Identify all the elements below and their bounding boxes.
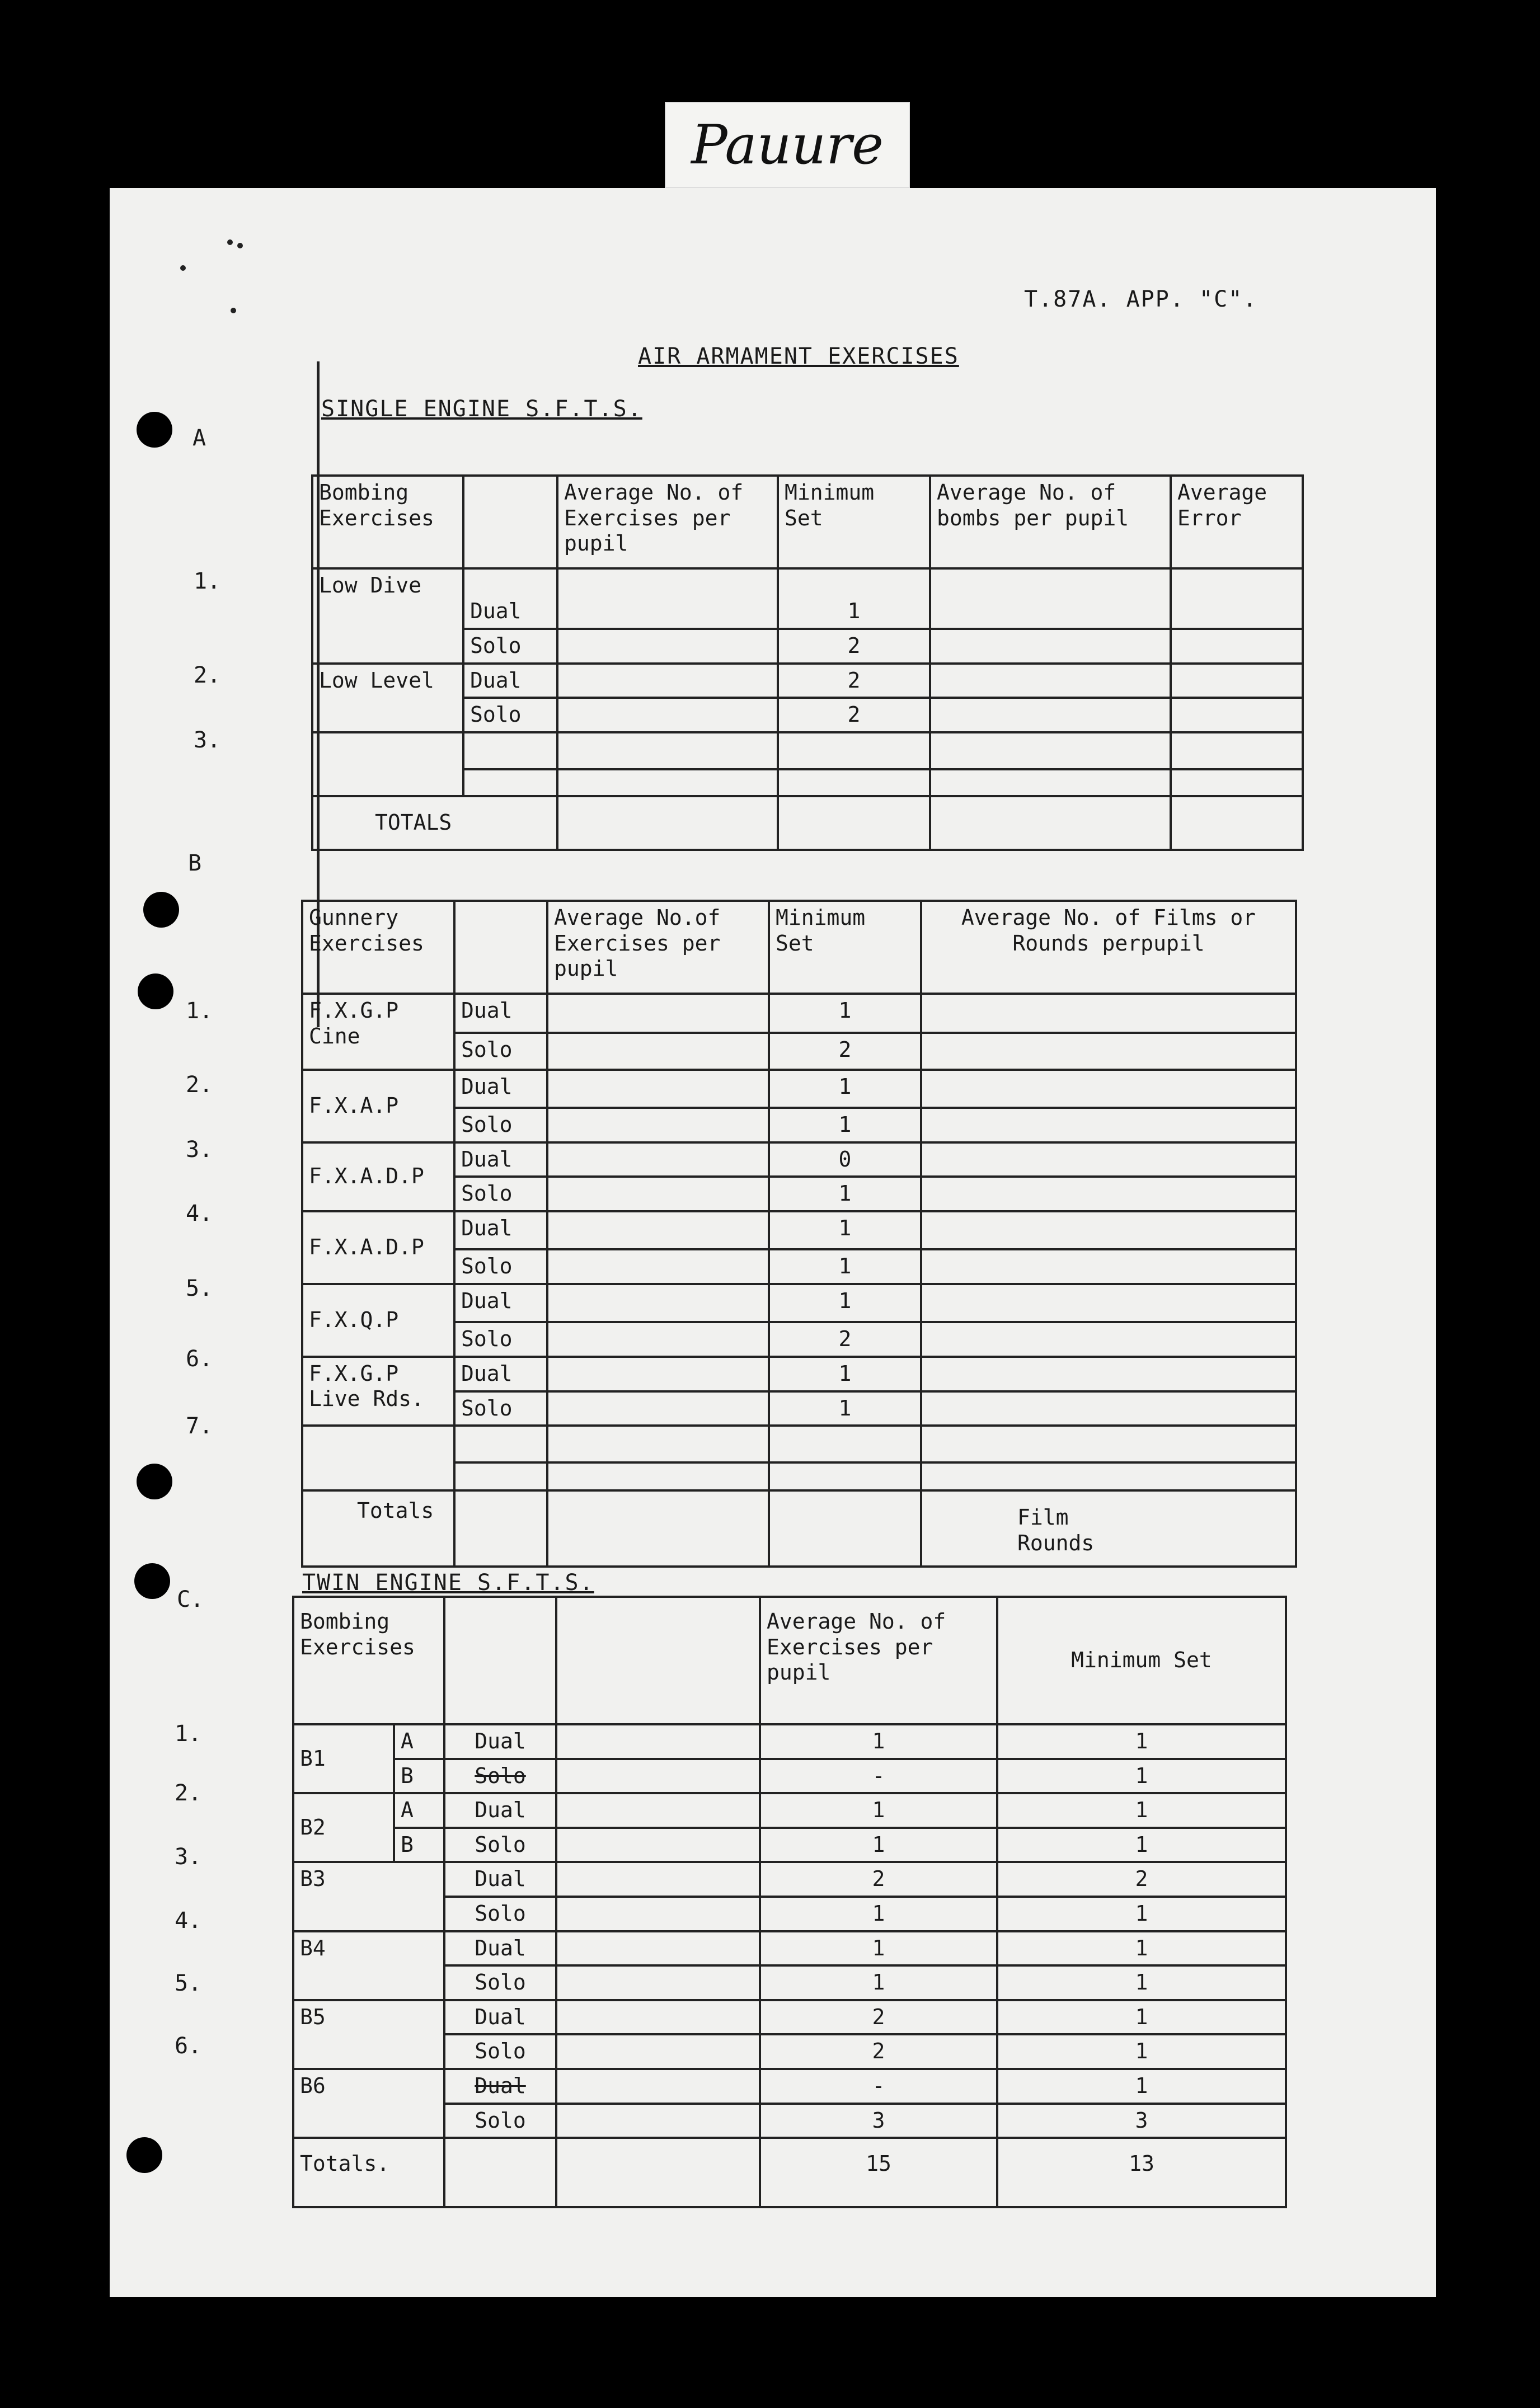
table-row: [293, 1828, 1286, 1863]
average-cell: 1: [760, 1828, 997, 1863]
row-number: 3.: [194, 727, 221, 753]
table-row: [312, 732, 1303, 769]
row-number: 4.: [175, 1908, 202, 1934]
average-cell: 1: [760, 1724, 997, 1759]
gunnery-exercises-table: [301, 900, 1297, 1568]
table-row: [302, 1142, 1296, 1177]
sub-label: B: [394, 1828, 444, 1863]
table-row: [302, 1426, 1296, 1462]
exercise-name: F.X.G.P Cine: [302, 994, 454, 1070]
mode-cell: Solo: [444, 1897, 556, 1931]
document-page: [110, 188, 1436, 2297]
column-header: Average No.of Exercises per pupil: [547, 901, 769, 994]
tag-label: Pauure: [691, 114, 884, 176]
totals-label: Totals: [302, 1490, 454, 1567]
minimum-set-cell: 1: [769, 1177, 921, 1211]
table-row: [293, 1759, 1286, 1794]
section-b-marker: B: [188, 850, 202, 876]
totals-row: [293, 2138, 1286, 2207]
table-header-row: [302, 901, 1296, 994]
single-engine-bombing-table: [311, 474, 1304, 851]
mode-cell: Solo: [444, 1828, 556, 1863]
minimum-set-cell: 1: [997, 1965, 1286, 2000]
mode-cell: Dual: [444, 1724, 556, 1759]
average-cell: -: [760, 2069, 997, 2104]
table-row: [293, 2000, 1286, 2035]
average-cell: 3: [760, 2104, 997, 2138]
row-number: 1.: [175, 1721, 202, 1747]
table-header-row: [312, 476, 1303, 568]
exercise-name: B6: [293, 2069, 444, 2138]
totals-row: [312, 796, 1303, 850]
exercise-name: B2: [293, 1793, 394, 1862]
table-row: [312, 568, 1303, 629]
column-header: Average No. of Exercises per pupil: [557, 476, 778, 568]
exercise-name: [312, 732, 463, 796]
mode-cell: Solo: [454, 1322, 547, 1357]
average-cell: 2: [760, 2034, 997, 2069]
section-c-marker: C.: [177, 1587, 204, 1612]
average-cell: 1: [760, 1931, 997, 1966]
table-row: [312, 664, 1303, 698]
exercise-name: F.X.Q.P: [302, 1284, 454, 1357]
row-number: 6.: [186, 1346, 213, 1372]
average-cell: 1: [760, 1897, 997, 1931]
twin-engine-bombing-table: [292, 1596, 1287, 2208]
mode-cell: Solo: [463, 629, 557, 664]
column-header: Minimum Set: [769, 901, 921, 994]
mode-cell: Solo: [444, 1965, 556, 2000]
mode-cell: Solo: [454, 1249, 547, 1284]
minimum-set-cell: 1: [997, 2034, 1286, 2069]
minimum-set-cell: 1: [997, 1759, 1286, 1794]
average-cell: 2: [760, 1862, 997, 1897]
document-reference: T.87A. APP. "C".: [1024, 286, 1258, 312]
minimum-set-cell: 2: [778, 698, 930, 732]
column-header: [463, 476, 557, 568]
mode-cell: Solo: [444, 2104, 556, 2138]
column-header: Minimum Set: [778, 476, 930, 568]
minimum-set-cell: 1: [769, 994, 921, 1033]
table-row: [302, 994, 1296, 1033]
row-number: 5.: [175, 1970, 202, 1996]
exercise-name: Low Level: [312, 664, 463, 732]
exercise-name: B1: [293, 1724, 394, 1793]
table-row: [293, 1931, 1286, 1966]
mode-cell-struck: Dual: [444, 2069, 556, 2104]
column-header: Average No. of Films or Rounds perpupil: [921, 901, 1296, 994]
exercise-name: Low Dive: [312, 568, 463, 664]
minimum-set-cell: 0: [769, 1142, 921, 1177]
average-cell: 1: [760, 1965, 997, 2000]
binder-hole: [126, 2137, 162, 2173]
minimum-set-cell: 1: [997, 1793, 1286, 1828]
table-row: [302, 1211, 1296, 1249]
minimum-set-cell: 2: [778, 664, 930, 698]
minimum-set-cell: 1: [778, 568, 930, 629]
exercise-name: F.X.A.P: [302, 1070, 454, 1142]
binder-hole: [134, 1563, 170, 1599]
table-row: [302, 1284, 1296, 1322]
binder-hole: [137, 412, 172, 448]
minimum-set-cell: 2: [769, 1322, 921, 1357]
exercise-name: [302, 1426, 454, 1490]
mode-cell: Dual: [444, 1793, 556, 1828]
row-number: 3.: [175, 1844, 202, 1870]
mode-cell: Dual: [454, 1211, 547, 1249]
mode-cell: Dual: [454, 1284, 547, 1322]
section-c-heading: TWIN ENGINE S.F.T.S.: [302, 1570, 594, 1596]
mode-cell: Solo: [454, 1391, 547, 1426]
column-header: Bombing Exercises: [312, 476, 463, 568]
mode-cell: Solo: [463, 698, 557, 732]
minimum-set-cell: 1: [997, 2000, 1286, 2035]
minimum-set-cell: 1: [769, 1070, 921, 1108]
rounds-label: Rounds: [1017, 1530, 1095, 1555]
row-number: 4.: [186, 1201, 213, 1226]
mode-cell: Dual: [454, 1142, 547, 1177]
table-row: [302, 1070, 1296, 1108]
section-a-heading: SINGLE ENGINE S.F.T.S.: [321, 396, 642, 422]
totals-row: [302, 1490, 1296, 1567]
sub-label: A: [394, 1724, 444, 1759]
average-cell: 1: [760, 1793, 997, 1828]
row-number: 6.: [175, 2033, 202, 2059]
mode-cell: [463, 732, 557, 769]
row-number: 7.: [186, 1413, 213, 1439]
section-a-marker: A: [192, 425, 206, 451]
minimum-set-cell: 1: [997, 2069, 1286, 2104]
minimum-set-cell: 1: [997, 1897, 1286, 1931]
mode-cell: Solo: [454, 1108, 547, 1142]
mode-cell: Dual: [454, 994, 547, 1033]
column-header: Bombing Exercises: [293, 1597, 444, 1724]
minimum-set-cell: 1: [997, 1931, 1286, 1966]
film-label: Film: [1017, 1505, 1069, 1530]
table-row: [293, 1724, 1286, 1759]
row-number: 3.: [186, 1137, 213, 1163]
column-header: Average No. of Exercises per pupil: [760, 1597, 997, 1724]
mode-cell: Dual: [463, 568, 557, 629]
row-number: 1.: [194, 568, 221, 594]
exercise-name: F.X.A.D.P: [302, 1142, 454, 1211]
average-cell: 2: [760, 2000, 997, 2035]
column-header: [556, 1597, 760, 1724]
exercise-name: B4: [293, 1931, 444, 2000]
mode-cell: [454, 1426, 547, 1462]
row-number: 5.: [186, 1276, 213, 1301]
minimum-set-cell: 1: [769, 1211, 921, 1249]
page-title: AIR ARMAMENT EXERCISES: [638, 344, 959, 369]
mode-cell-struck: Solo: [444, 1759, 556, 1794]
sub-label: A: [394, 1793, 444, 1828]
totals-label: TOTALS: [312, 796, 557, 850]
exercise-name: F.X.A.D.P: [302, 1211, 454, 1284]
column-header: Average Error: [1171, 476, 1303, 568]
binder-hole: [138, 973, 173, 1009]
exercise-name: B5: [293, 2000, 444, 2069]
table-row: [293, 1862, 1286, 1897]
row-number: 2.: [186, 1072, 213, 1098]
column-header: [454, 901, 547, 994]
handwritten-label-tag: [665, 102, 910, 188]
column-header: Gunnery Exercises: [302, 901, 454, 994]
minimum-set-cell: 2: [769, 1033, 921, 1070]
mode-cell: Solo: [454, 1177, 547, 1211]
mode-cell: Dual: [444, 2000, 556, 2035]
mode-cell: Dual: [444, 1931, 556, 1966]
minimum-set-cell: 2: [778, 629, 930, 664]
mode-cell: Solo: [454, 1033, 547, 1070]
binder-hole: [137, 1464, 172, 1499]
minimum-set-cell: 1: [997, 1828, 1286, 1863]
minimum-set-cell: 1: [997, 1724, 1286, 1759]
table-row: [293, 2069, 1286, 2104]
mode-cell: Dual: [454, 1070, 547, 1108]
minimum-set-cell: 2: [997, 1862, 1286, 1897]
mode-cell: Dual: [444, 1862, 556, 1897]
totals-minimum: 13: [997, 2138, 1286, 2207]
minimum-set-cell: 1: [769, 1249, 921, 1284]
mode-cell: Solo: [444, 2034, 556, 2069]
exercise-name: F.X.G.P Live Rds.: [302, 1357, 454, 1426]
minimum-set-cell: 1: [769, 1391, 921, 1426]
mode-cell: Dual: [463, 664, 557, 698]
column-header: Average No. of bombs per pupil: [930, 476, 1171, 568]
average-cell: -: [760, 1759, 997, 1794]
binder-hole: [143, 892, 179, 928]
minimum-set-cell: 3: [997, 2104, 1286, 2138]
row-number: 1.: [186, 998, 213, 1024]
column-header: [444, 1597, 556, 1724]
exercise-name: B3: [293, 1862, 444, 1931]
column-header: Minimum Set: [997, 1597, 1286, 1724]
mode-cell: Dual: [454, 1357, 547, 1391]
table-row: [302, 1357, 1296, 1391]
table-row: [293, 1793, 1286, 1828]
sub-label: B: [394, 1759, 444, 1794]
table-header-row: [293, 1597, 1286, 1724]
row-number: 2.: [194, 662, 221, 688]
minimum-set-cell: 1: [769, 1357, 921, 1391]
totals-label: Totals.: [293, 2138, 444, 2207]
totals-average: 15: [760, 2138, 997, 2207]
minimum-set-cell: 1: [769, 1284, 921, 1322]
row-number: 2.: [175, 1780, 202, 1806]
minimum-set-cell: 1: [769, 1108, 921, 1142]
